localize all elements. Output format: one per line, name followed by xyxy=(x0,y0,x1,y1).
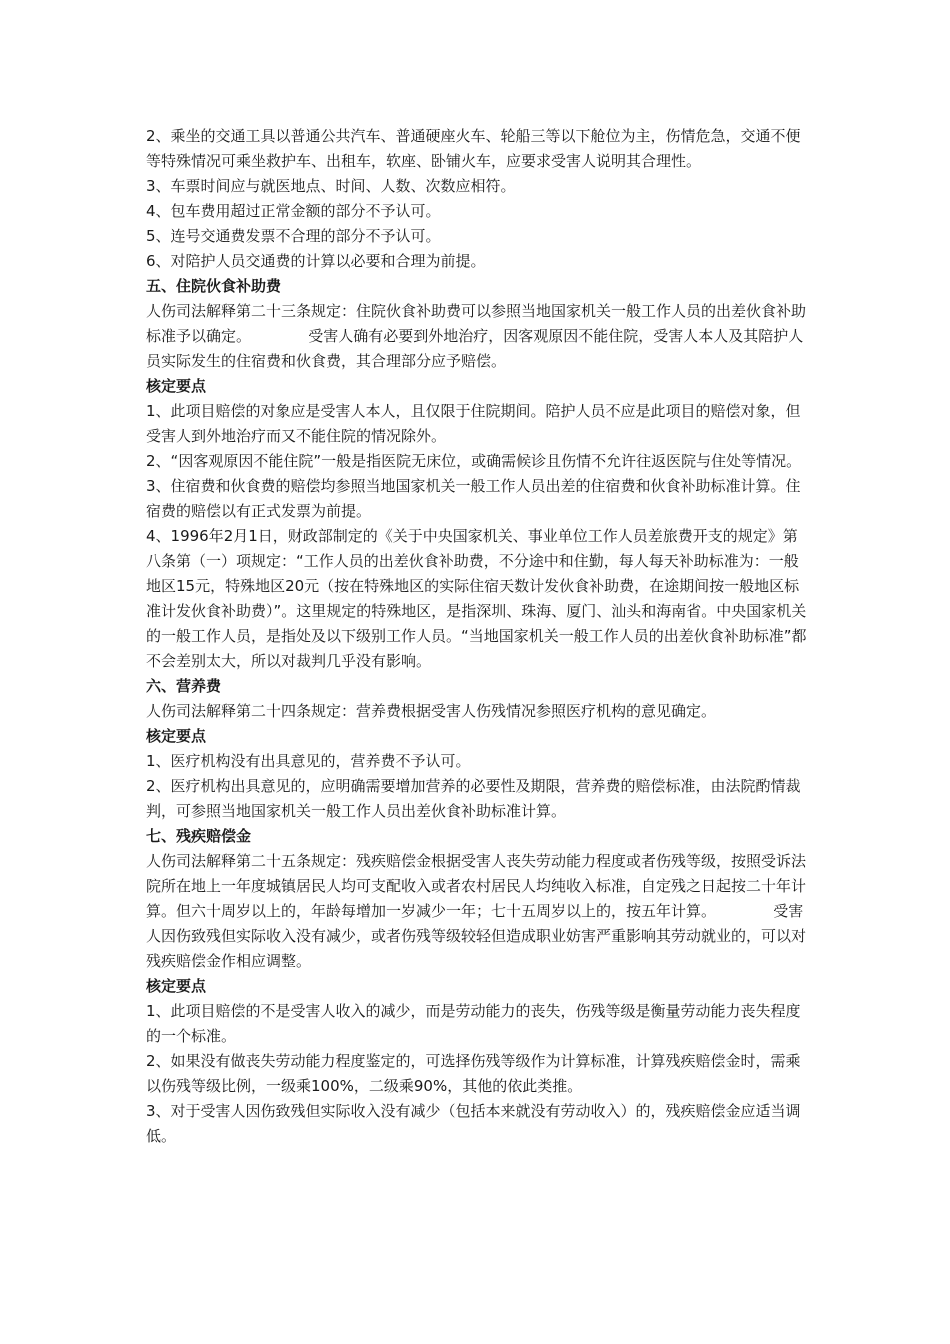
paragraph: 3、对于受害人因伤致残但实际收入没有减少（包括本来就没有劳动收入）的，残疾赔偿金应适当调低。 xyxy=(146,1102,801,1145)
paragraph: 6、对陪护人员交通费的计算以必要和合理为前提。 xyxy=(146,252,486,270)
section-heading: 六、营养费 xyxy=(146,677,222,695)
paragraph: 3、车票时间应与就医地点、时间、人数、次数应相符。 xyxy=(146,177,516,195)
subheading: 核定要点 xyxy=(146,977,207,995)
subheading: 核定要点 xyxy=(146,727,207,745)
paragraph: 1、此项目赔偿的不是受害人收入的减少，而是劳动能力的丧失，伤残等级是衡量劳动能力丧失程度的一个标准。 xyxy=(146,1002,801,1045)
section-heading: 七、残疾赔偿金 xyxy=(146,827,252,845)
paragraph: 2、“因客观原因不能住院”一般是指医院无床位，或确需候诊且伤情不允许往返医院与住处等情况。 xyxy=(146,452,802,470)
document-body xyxy=(146,124,810,1149)
paragraph: 2、医疗机构出具意见的，应明确需要增加营养的必要性及期限，营养费的赔偿标准，由法院酌情裁判，可参照当地国家机关一般工作人员出差伙食补助标准计算。 xyxy=(146,777,801,820)
paragraph: 4、包车费用超过正常金额的部分不予认可。 xyxy=(146,202,441,220)
paragraph: 5、连号交通费发票不合理的部分不予认可。 xyxy=(146,227,441,245)
paragraph: 1、医疗机构没有出具意见的，营养费不予认可。 xyxy=(146,752,471,770)
subheading: 核定要点 xyxy=(146,377,207,395)
paragraph: 2、乘坐的交通工具以普通公共汽车、普通硬座火车、轮船三等以下舱位为主，伤情危急，交通不便等特殊情况可乘坐救护车、出租车，软座、卧铺火车，应要求受害人说明其合理性。 xyxy=(146,127,801,170)
section-heading: 五、住院伙食补助费 xyxy=(146,277,282,295)
paragraph: 人伤司法解释第二十五条规定：残疾赔偿金根据受害人丧失劳动能力程度或者伤残等级，按照受诉法院所在地上一年度城镇居民人均可支配收入或者农村居民人均纯收入标准，自定残之日起按二十年计算。但六十周岁以上的，年龄每增加一岁减少一年；七十五周岁以上的，按五年计算。 受害人因伤致残但实际收入没有减少，或者伤残等级较轻但造成职业妨害严重影响其劳动就业的，可以对残疾赔偿金作相应调整。 xyxy=(146,852,807,970)
paragraph: 2、如果没有做丧失劳动能力程度鉴定的，可选择伤残等级作为计算标准，计算残疾赔偿金时，需乘以伤残等级比例，一级乘100%，二级乘90%，其他的依此类推。 xyxy=(146,1052,801,1095)
paragraph: 4、1996年2月1日，财政部制定的《关于中央国家机关、事业单位工作人员差旅费开支的规定》第八条第（一）项规定：“工作人员的出差伙食补助费，不分途中和住勤，每人每天补助标准为：一般地区15元，特殊地区20元（按在特殊地区的实际住宿天数计发伙食补助费，在途期间按一般地区标准计发伙食补助费）”。这里规定的特殊地区，是指深圳、珠海、厦门、汕头和海南省。中央国家机关的一般工作人员，是指处及以下级别工作人员。“当地国家机关一般工作人员的出差伙食补助标准”都不会差别太大，所以对裁判几乎没有影响。 xyxy=(146,527,807,670)
paragraph: 3、住宿费和伙食费的赔偿均参照当地国家机关一般工作人员出差的住宿费和伙食补助标准计算。住宿费的赔偿以有正式发票为前提。 xyxy=(146,477,801,520)
paragraph: 人伤司法解释第二十三条规定：住院伙食补助费可以参照当地国家机关一般工作人员的出差伙食补助标准予以确定。 受害人确有必要到外地治疗，因客观原因不能住院，受害人本人及其陪护人员实际发生的住宿费和伙食费，其合理部分应予赔偿。 xyxy=(146,302,807,370)
paragraph: 人伤司法解释第二十四条规定：营养费根据受害人伤残情况参照医疗机构的意见确定。 xyxy=(146,702,717,720)
paragraph: 1、此项目赔偿的对象应是受害人本人，且仅限于住院期间。陪护人员不应是此项目的赔偿对象，但受害人到外地治疗而又不能住院的情况除外。 xyxy=(146,402,801,445)
